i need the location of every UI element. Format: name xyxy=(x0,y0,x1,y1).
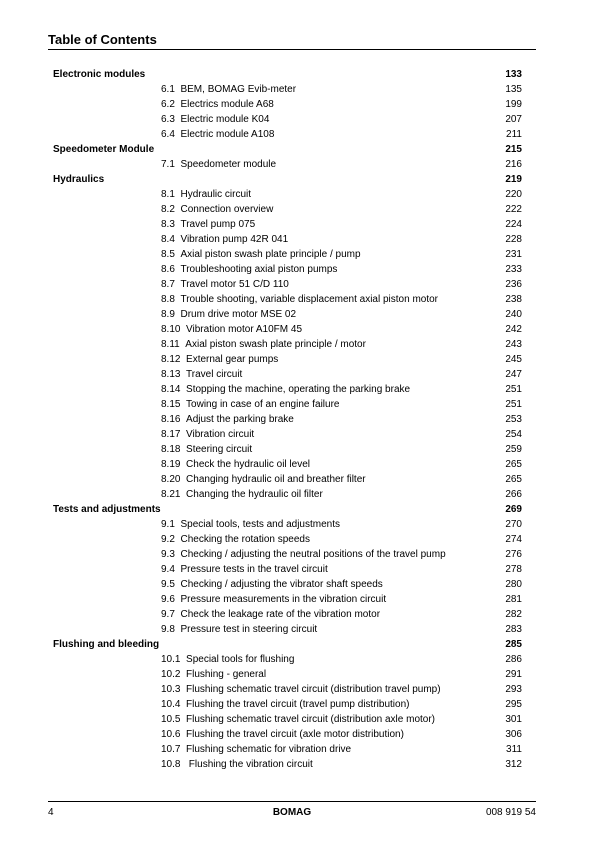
toc-chapter-row[interactable] xyxy=(0,503,596,517)
toc-section-number: 8.6 xyxy=(161,264,175,275)
toc-section-row[interactable] xyxy=(0,728,596,742)
page-title: Table of Contents xyxy=(48,32,157,47)
toc-page-number: 265 xyxy=(505,459,522,470)
toc-section-number: 8.18 xyxy=(161,444,181,455)
toc-section-title xyxy=(161,578,383,592)
toc-section-row[interactable] xyxy=(0,398,596,412)
toc-section-label: Flushing schematic for vibration drive xyxy=(186,744,352,755)
toc-section-row[interactable] xyxy=(0,578,596,592)
toc-page-number: 231 xyxy=(505,249,522,260)
toc-page-number: 269 xyxy=(505,504,522,515)
toc-section-number: 6.3 xyxy=(161,114,175,125)
toc-section-label: Towing in case of an engine failure xyxy=(186,399,340,410)
toc-page-number: 207 xyxy=(505,114,522,125)
toc-page-number: 199 xyxy=(505,99,522,110)
toc-section-row[interactable] xyxy=(0,83,596,97)
toc-section-number: 6.4 xyxy=(161,129,175,140)
toc-section-title xyxy=(161,623,317,637)
toc-page-number: 283 xyxy=(505,624,522,635)
toc-section-label: Vibration circuit xyxy=(186,429,255,440)
toc-section-number: 8.11 xyxy=(161,339,180,350)
toc-section-number: 9.3 xyxy=(161,549,175,560)
toc-section-row[interactable] xyxy=(0,353,596,367)
toc-section-number: 9.8 xyxy=(161,624,175,635)
toc-page-number: 220 xyxy=(505,189,522,200)
toc-section-number: 8.14 xyxy=(161,384,181,395)
toc-page-number: 215 xyxy=(505,144,522,155)
toc-section-number: 8.2 xyxy=(161,204,175,215)
toc-page-number: 216 xyxy=(505,159,522,170)
toc-section-title xyxy=(161,113,269,127)
toc-section-row[interactable] xyxy=(0,368,596,382)
toc-section-label: Checking the rotation speeds xyxy=(180,534,310,545)
toc-section-label: Axial piston swash plate principle / pump xyxy=(180,249,361,260)
toc-section-label: Axial piston swash plate principle / motor xyxy=(185,339,366,350)
toc-page-number: 251 xyxy=(505,399,522,410)
toc-section-label: Pressure tests in the travel circuit xyxy=(180,564,328,575)
toc-section-row[interactable] xyxy=(0,758,596,772)
toc-page-number: 219 xyxy=(505,174,522,185)
toc-section-title xyxy=(161,458,310,472)
toc-section-label: Steering circuit xyxy=(186,444,253,455)
toc-chapter-row[interactable] xyxy=(0,143,596,157)
toc-page-number: 245 xyxy=(505,354,522,365)
toc-section-title xyxy=(161,233,288,247)
toc-chapter-row[interactable] xyxy=(0,638,596,652)
toc-section-title xyxy=(161,428,254,442)
toc-section-row[interactable] xyxy=(0,413,596,427)
toc-page-number: 286 xyxy=(505,654,522,665)
toc-section-title xyxy=(161,413,294,427)
toc-section-number: 6.1 xyxy=(161,84,175,95)
toc-section-title xyxy=(161,728,404,742)
toc-section-row[interactable] xyxy=(0,218,596,232)
toc-section-label: Hydraulic circuit xyxy=(180,189,252,200)
toc-section-label: Flushing schematic travel circuit (distribution travel pump) xyxy=(186,684,441,695)
toc-section-label: Flushing - general xyxy=(186,669,267,680)
toc-page-number: 253 xyxy=(505,414,522,425)
toc-page-number: 222 xyxy=(505,204,522,215)
toc-section-label: Check the leakage rate of the vibration motor xyxy=(180,609,381,620)
toc-section-label: External gear pumps xyxy=(186,354,279,365)
toc-section-row[interactable] xyxy=(0,263,596,277)
toc-section-title xyxy=(161,563,328,577)
toc-section-label: Pressure measurements in the vibration circuit xyxy=(180,594,387,605)
toc-page-number: 276 xyxy=(505,549,522,560)
toc-section-row[interactable] xyxy=(0,473,596,487)
toc-section-row[interactable] xyxy=(0,158,596,172)
toc-section-label: Electric module K04 xyxy=(180,114,270,125)
toc-section-label: Troubleshooting axial piston pumps xyxy=(180,264,338,275)
toc-page-number: 282 xyxy=(505,609,522,620)
toc-section-row[interactable] xyxy=(0,668,596,682)
toc-section-label: BEM, BOMAG Evib-meter xyxy=(180,84,297,95)
toc-section-number: 8.16 xyxy=(161,414,181,425)
toc-section-title xyxy=(161,218,255,232)
toc-page-number: 293 xyxy=(505,684,522,695)
toc-section-number: 8.9 xyxy=(161,309,175,320)
toc-section-row[interactable] xyxy=(0,113,596,127)
toc-section-row[interactable] xyxy=(0,293,596,307)
toc-section-row[interactable] xyxy=(0,593,596,607)
toc-section-title xyxy=(161,698,409,712)
toc-section-number: 10.3 xyxy=(161,684,181,695)
toc-page-number: 233 xyxy=(505,264,522,275)
toc-section-label: Electric module A108 xyxy=(180,129,275,140)
toc-section-label: Travel pump 075 xyxy=(180,219,256,230)
toc-page-number: 270 xyxy=(505,519,522,530)
toc-section-row[interactable] xyxy=(0,233,596,247)
toc-section-number: 10.5 xyxy=(161,714,181,725)
toc-page-number: 135 xyxy=(505,84,522,95)
toc-page-number: 295 xyxy=(505,699,522,710)
toc-section-label: Check the hydraulic oil level xyxy=(186,459,310,470)
toc-section-label: Drum drive motor MSE 02 xyxy=(180,309,297,320)
toc-section-row[interactable] xyxy=(0,533,596,547)
toc-page-number: 280 xyxy=(505,579,522,590)
footer-brand: BOMAG xyxy=(272,807,312,818)
toc-section-label: Trouble shooting, variable displacement axial piston motor xyxy=(180,294,439,305)
toc-page-number: 254 xyxy=(505,429,522,440)
toc-chapter-title: Electronic modules xyxy=(53,69,146,80)
toc-section-number: 10.1 xyxy=(161,654,181,665)
toc-page-number: 274 xyxy=(505,534,522,545)
toc-section-title xyxy=(161,608,380,622)
toc-section-row[interactable] xyxy=(0,248,596,262)
toc-section-label: Special tools, tests and adjustments xyxy=(180,519,340,530)
toc-page-number: 312 xyxy=(505,759,522,770)
toc-page-number: 224 xyxy=(505,219,522,230)
toc-section-number: 8.10 xyxy=(161,324,181,335)
toc-section-title xyxy=(161,398,339,412)
toc-section-row[interactable] xyxy=(0,98,596,112)
toc-chapter-row[interactable] xyxy=(0,68,596,82)
toc-section-title xyxy=(161,593,386,607)
toc-section-title xyxy=(161,83,296,97)
toc-section-number: 8.8 xyxy=(161,294,175,305)
toc-page-number: 238 xyxy=(505,294,522,305)
toc-section-label: Speedometer module xyxy=(180,159,277,170)
toc-section-number: 8.17 xyxy=(161,429,181,440)
toc-section-title xyxy=(161,293,438,307)
toc-page-number: 306 xyxy=(505,729,522,740)
toc-page-number: 266 xyxy=(505,489,522,500)
toc-section-number: 9.7 xyxy=(161,609,175,620)
toc-section-number: 9.5 xyxy=(161,579,175,590)
toc-page-number: 211 xyxy=(506,129,522,140)
toc-section-number: 8.13 xyxy=(161,369,181,380)
toc-page-number: 247 xyxy=(505,369,522,380)
toc-section-title xyxy=(161,308,296,322)
toc-section-row[interactable] xyxy=(0,743,596,757)
toc-page-number: 240 xyxy=(505,309,522,320)
toc-section-number: 6.2 xyxy=(161,99,175,110)
toc-section-label: Travel motor 51 C/D 110 xyxy=(180,279,289,290)
toc-section-title xyxy=(161,713,435,727)
toc-section-number: 8.5 xyxy=(161,249,175,260)
toc-section-title xyxy=(161,203,273,217)
toc-section-title xyxy=(161,683,441,697)
footer-doc-number: 008 919 54 xyxy=(485,807,536,818)
toc-chapter-title: Hydraulics xyxy=(53,174,105,185)
toc-section-row[interactable] xyxy=(0,608,596,622)
toc-section-label: Travel circuit xyxy=(186,369,243,380)
toc-section-label: Flushing the travel circuit (axle motor distribution) xyxy=(186,729,404,740)
toc-section-row[interactable] xyxy=(0,203,596,217)
toc-section-row[interactable] xyxy=(0,278,596,292)
toc-chapter-row[interactable] xyxy=(0,173,596,187)
toc-section-label: Stopping the machine, operating the parking brake xyxy=(186,384,411,395)
toc-section-number: 8.12 xyxy=(161,354,181,365)
toc-section-row[interactable] xyxy=(0,443,596,457)
toc-chapter-title: Tests and adjustments xyxy=(53,504,161,515)
toc-section-title xyxy=(161,548,446,562)
toc-section-row[interactable] xyxy=(0,338,596,352)
toc-section-number: 8.15 xyxy=(161,399,181,410)
toc-section-title xyxy=(161,488,323,502)
toc-section-title xyxy=(161,473,366,487)
toc-section-number: 8.20 xyxy=(161,474,181,485)
toc-section-title xyxy=(161,653,294,667)
toc-page-number: 259 xyxy=(505,444,522,455)
toc-section-title xyxy=(161,743,351,757)
toc-section-label: Special tools for flushing xyxy=(186,654,295,665)
toc-section-label: Flushing the travel circuit (travel pump distribution) xyxy=(186,699,410,710)
toc-section-row[interactable] xyxy=(0,308,596,322)
toc-section-label: Connection overview xyxy=(180,204,274,215)
toc-section-row[interactable] xyxy=(0,128,596,142)
toc-section-number: 9.4 xyxy=(161,564,175,575)
toc-section-number: 10.7 xyxy=(161,744,181,755)
toc-section-row[interactable] xyxy=(0,323,596,337)
toc-section-row[interactable] xyxy=(0,488,596,502)
toc-page-number: 301 xyxy=(505,714,522,725)
toc-section-title xyxy=(161,668,266,682)
toc-section-number: 8.7 xyxy=(161,279,175,290)
footer-page-number: 4 xyxy=(48,807,54,818)
toc-section-title xyxy=(161,248,361,262)
toc-section-title xyxy=(161,188,251,202)
toc-section-title xyxy=(161,323,302,337)
toc-section-row[interactable] xyxy=(0,458,596,472)
toc-section-row[interactable] xyxy=(0,518,596,532)
toc-section-label: Adjust the parking brake xyxy=(186,414,294,425)
toc-page-number: 251 xyxy=(505,384,522,395)
toc-section-row[interactable] xyxy=(0,623,596,637)
toc-section-label: Flushing the vibration circuit xyxy=(186,759,313,770)
toc-section-number: 8.4 xyxy=(161,234,175,245)
toc-section-row[interactable] xyxy=(0,188,596,202)
toc-section-number: 7.1 xyxy=(161,159,175,170)
toc-section-row[interactable] xyxy=(0,698,596,712)
toc-section-number: 9.6 xyxy=(161,594,175,605)
toc-section-label: Pressure test in steering circuit xyxy=(180,624,318,635)
toc-section-label: Vibration pump 42R 041 xyxy=(180,234,289,245)
toc-page-number: 133 xyxy=(505,69,522,80)
toc-section-title xyxy=(161,518,340,532)
toc-section-title xyxy=(161,383,410,397)
toc-page-number: 228 xyxy=(505,234,522,245)
toc-section-title xyxy=(161,278,289,292)
toc-section-title xyxy=(161,443,252,457)
toc-page-number: 265 xyxy=(505,474,522,485)
toc-section-row[interactable] xyxy=(0,428,596,442)
toc-page-number: 236 xyxy=(505,279,522,290)
toc-section-number: 10.2 xyxy=(161,669,181,680)
toc-section-row[interactable] xyxy=(0,683,596,697)
toc-section-label: Changing hydraulic oil and breather filter xyxy=(186,474,366,485)
toc-section-title xyxy=(161,353,278,367)
toc-section-number: 9.1 xyxy=(161,519,175,530)
toc-page-number: 242 xyxy=(505,324,522,335)
toc-section-row[interactable] xyxy=(0,653,596,667)
toc-section-title xyxy=(161,128,274,142)
toc-section-number: 8.3 xyxy=(161,219,175,230)
toc-chapter-title: Flushing and bleeding xyxy=(53,639,160,650)
toc-chapter-title: Speedometer Module xyxy=(53,144,155,155)
toc-page-number: 278 xyxy=(505,564,522,575)
toc-section-label: Changing the hydraulic oil filter xyxy=(186,489,323,500)
toc-section-number: 10.4 xyxy=(161,699,181,710)
toc-section-number: 9.2 xyxy=(161,534,175,545)
toc-page-number: 291 xyxy=(505,669,522,680)
toc-section-title xyxy=(161,158,276,172)
toc-section-row[interactable] xyxy=(0,383,596,397)
toc-section-label: Checking / adjusting the neutral positions of the travel pump xyxy=(180,549,446,560)
toc-section-number: 10.6 xyxy=(161,729,181,740)
toc-section-number: 10.8 xyxy=(161,759,181,770)
toc-section-row[interactable] xyxy=(0,548,596,562)
toc-section-label: Flushing schematic travel circuit (distribution axle motor) xyxy=(186,714,436,725)
toc-section-title xyxy=(161,758,313,772)
footer-rule xyxy=(48,801,536,802)
toc-page-number: 281 xyxy=(505,594,522,605)
toc-section-row[interactable] xyxy=(0,713,596,727)
toc-section-label: Vibration motor A10FM 45 xyxy=(186,324,303,335)
toc-section-title xyxy=(161,368,242,382)
toc-section-row[interactable] xyxy=(0,563,596,577)
toc-section-number: 8.19 xyxy=(161,459,181,470)
toc-section-label: Electrics module A68 xyxy=(180,99,274,110)
toc-section-title xyxy=(161,263,337,277)
toc-section-number: 8.21 xyxy=(161,489,181,500)
toc-section-title xyxy=(161,338,366,352)
toc-page-number: 243 xyxy=(505,339,522,350)
toc-page-number: 311 xyxy=(506,744,522,755)
toc-page-number: 285 xyxy=(505,639,522,650)
toc-section-title xyxy=(161,98,274,112)
toc-section-number: 8.1 xyxy=(161,189,175,200)
toc-section-label: Checking / adjusting the vibrator shaft speeds xyxy=(180,579,383,590)
toc-section-title xyxy=(161,533,310,547)
